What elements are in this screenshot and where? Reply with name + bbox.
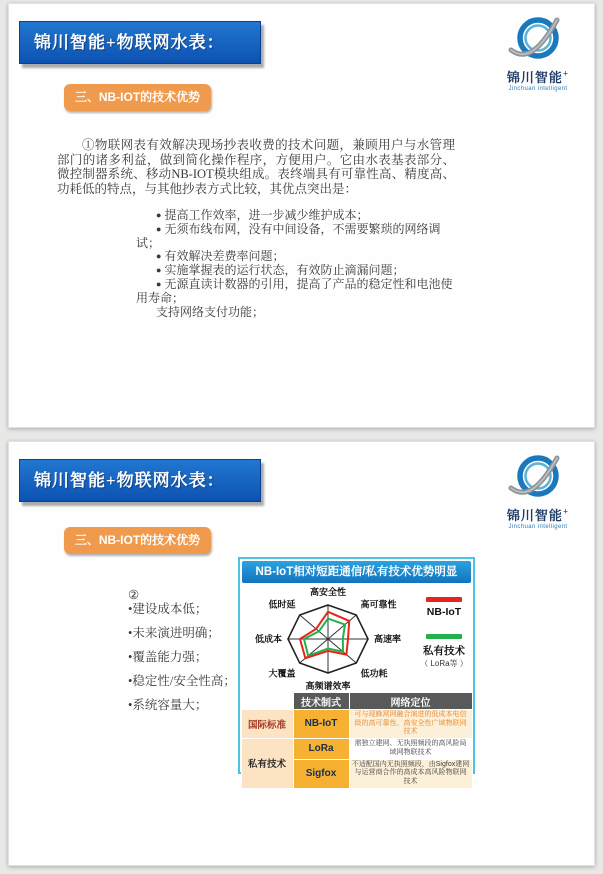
list-item: •未来演进明确；: [128, 626, 220, 640]
bullet-icon: ●: [156, 278, 162, 289]
legend-sublabel: （ LoRa等 ）: [420, 659, 468, 668]
svg-text:低功耗: 低功耗: [360, 668, 388, 679]
tech-cell: LoRa: [293, 738, 349, 759]
slide-title: 锦川智能+物联网水表：: [34, 471, 225, 490]
group-cell: 私有技术: [241, 738, 293, 788]
list-item: •稳定性/安全性高；: [128, 674, 236, 688]
slide1-body: [57, 138, 455, 319]
tail-line: 支持网络支付功能；: [156, 304, 265, 319]
list-item: ● 无须布线布网，没有中间设备，不需要繁琐的网络调试；: [136, 221, 441, 250]
table-corner-cell: [241, 693, 293, 710]
group-cell: 国际标准: [241, 710, 293, 739]
list-item: •覆盖能力强；: [128, 650, 208, 664]
table-header-row: [241, 693, 472, 710]
bullet-icon: •: [128, 626, 133, 640]
radar-chart-area: [240, 585, 473, 691]
list-item: •建设成本低；: [128, 602, 208, 616]
bullet-icon: ●: [156, 265, 162, 276]
logo-brand-text: 锦川智能+: [506, 68, 570, 85]
advantages-list: [136, 209, 454, 306]
intro-paragraph: ①物联网表有效解决现场抄表收费的技术问题，兼顾用户与水管理部门的诸多利益，做到简化操作程序，方便用户。它由水表基表部分、微控制器系统、移动NB-IOT模块组成。表终端具有可靠性高、精度高、功耗低的特点，与其他抄表方式比较，其优点突出是：: [57, 138, 455, 196]
desc-cell: 可与现蜂窝网融合演进的低成本电信级的高可靠性、高安全性广域物联网技术: [349, 710, 472, 739]
logo-subtitle: Jinchuan intelligent: [508, 86, 568, 92]
logo-swoosh-icon: [507, 14, 569, 66]
bullet-icon: •: [128, 650, 133, 664]
radar-chart: [240, 585, 415, 691]
slide2-key-points: [128, 588, 236, 722]
list-item: •系统容量大；: [128, 698, 208, 712]
desc-cell: 不适配国内无执照频段，由Sigfox建网与运营商合作的高成本高风险物联网技术: [349, 759, 472, 788]
tech-cell: Sigfox: [293, 759, 349, 788]
logo-swoosh-icon: [507, 452, 569, 504]
svg-text:高速率: 高速率: [374, 634, 402, 644]
legend-label: 私有技术: [423, 645, 465, 657]
bullet-icon: •: [128, 602, 133, 616]
bullet-icon: •: [128, 698, 133, 712]
list-item: ● 无源直读计数器的引用，提高了产品的稳定性和电池使用寿命；: [136, 276, 453, 305]
column-header: 技术制式: [293, 693, 349, 710]
desc-cell: 需独立建网、无执照频段的高风险局域网物联技术: [349, 738, 472, 759]
company-logo: [492, 452, 584, 530]
svg-text:大覆盖: 大覆盖: [268, 668, 296, 679]
tech-cell: NB-IoT: [293, 710, 349, 739]
list-item: ● 提高工作效率，进一步减少维护成本；: [156, 208, 369, 222]
column-header: 网络定位: [349, 693, 472, 710]
logo-subtitle: Jinchuan intelligent: [508, 524, 568, 530]
logo-brand-text: 锦川智能+: [506, 506, 570, 523]
legend-swatch-nbiot: [426, 597, 462, 602]
item-number: ②: [128, 588, 140, 602]
slide-title-banner: [19, 459, 261, 502]
tech-comparison-table: [241, 692, 473, 789]
section-badge: 三、NB-IOT的技术优势: [64, 84, 211, 111]
svg-text:高可靠性: 高可靠性: [360, 599, 397, 610]
slide-2: [8, 441, 595, 866]
section-badge: 三、NB-IOT的技术优势: [64, 527, 211, 554]
bullet-icon: ●: [156, 223, 162, 234]
bullet-icon: ●: [156, 210, 162, 220]
svg-text:低时延: 低时延: [268, 599, 296, 610]
slide-title-banner: [19, 21, 261, 64]
bullet-icon: •: [128, 674, 133, 688]
svg-text:高安全性: 高安全性: [309, 587, 347, 597]
slide-1: [8, 3, 595, 428]
svg-text:低成本: 低成本: [254, 634, 282, 644]
chart-legend: [416, 597, 472, 669]
table-row: [241, 710, 472, 739]
slide-title: 锦川智能+物联网水表：: [34, 33, 225, 52]
svg-text:高频谱效率: 高频谱效率: [305, 681, 351, 691]
list-item: ● 实施掌握表的运行状态，有效防止滴漏问题；: [156, 263, 405, 278]
legend-label: NB-IoT: [426, 606, 462, 618]
bullet-icon: ●: [156, 251, 162, 262]
nbiot-comparison-chart: [238, 557, 475, 785]
chart-title: NB-IoT相对短距通信/私有技术优势明显: [242, 561, 471, 583]
list-item: ● 有效解决差费率问题；: [156, 249, 285, 264]
table-row: [241, 738, 472, 759]
legend-swatch-private: [426, 634, 462, 639]
company-logo: [492, 14, 584, 92]
